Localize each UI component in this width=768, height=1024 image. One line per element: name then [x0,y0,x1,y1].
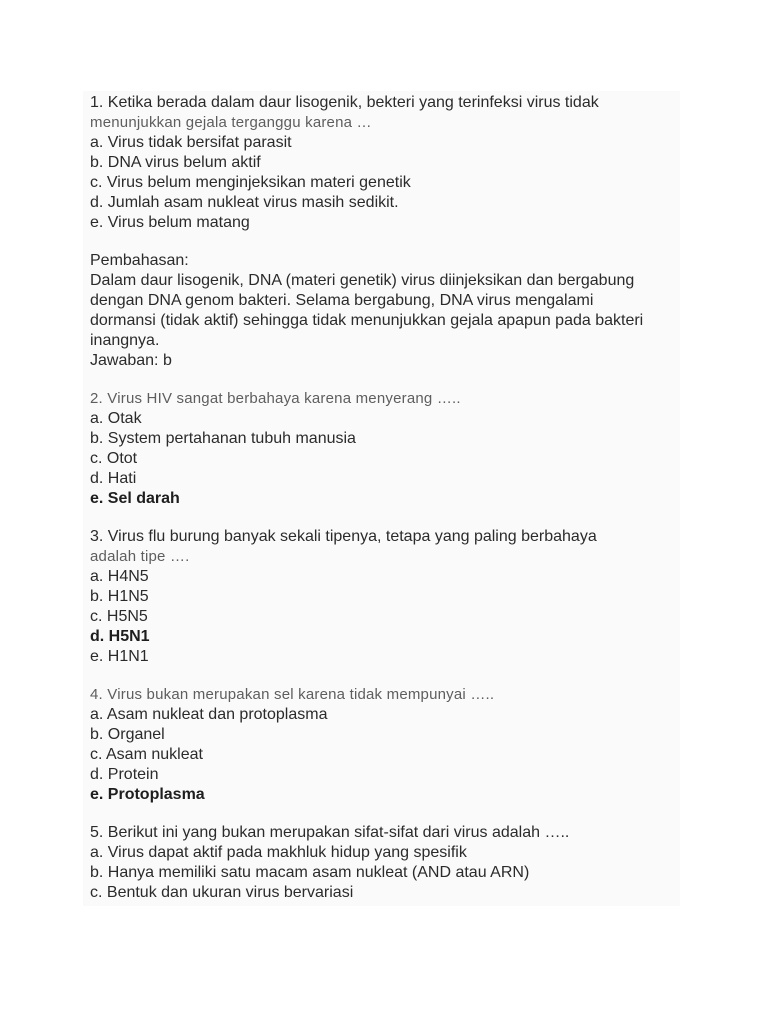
spacer [90,667,680,685]
question-2-text-line-1: 2. Virus HIV sangat berbahaya karena menyerang ….. [90,390,461,407]
question-3-option-d: d. H5N1 [90,628,150,645]
explanation-line-2: dengan DNA genom bakteri. Selama bergabung, DNA virus mengalami [90,292,594,309]
question-1 [90,93,680,233]
question-1-option-a: a. Virus tidak bersifat parasit [90,134,292,151]
explanation-line-4: inangnya. [90,332,160,349]
question-3-text-line-1: 3. Virus flu burung banyak sekali tipenya, tetapa yang paling berbahaya [90,528,597,545]
question-5-option-a: a. Virus dapat aktif pada makhluk hidup yang spesifik [90,844,467,861]
question-4-option-a: a. Asam nukleat dan protoplasma [90,706,328,723]
question-2-option-b: b. System pertahanan tubuh manusia [90,430,356,447]
spacer [90,371,680,389]
question-1-option-e: e. Virus belum matang [90,214,250,231]
question-1-text-line-1: 1. Ketika berada dalam daur lisogenik, bekteri yang terinfeksi virus tidak [90,94,599,111]
question-2 [90,389,680,509]
spacer [90,805,680,823]
question-1-option-b: b. DNA virus belum aktif [90,154,261,171]
question-3-option-e: e. H1N1 [90,648,149,665]
question-4-option-e: e. Protoplasma [90,786,205,803]
explanation-heading: Pembahasan: [90,252,189,269]
question-1-explanation [90,251,680,371]
question-2-option-d: d. Hati [90,470,137,487]
question-5 [90,823,680,903]
question-2-option-e: e. Sel darah [90,490,180,507]
explanation-line-1: Dalam daur lisogenik, DNA (materi genetik) virus diinjeksikan dan bergabung [90,272,635,289]
question-1-text-line-2: menunjukkan gejala terganggu karena … [90,114,372,131]
spacer [90,233,680,251]
question-1-option-c: c. Virus belum menginjeksikan materi genetik [90,174,411,191]
question-5-text-line-1: 5. Berikut ini yang bukan merupakan sifat-sifat dari virus adalah ….. [90,824,570,841]
question-4-text-line-1: 4. Virus bukan merupakan sel karena tidak mempunyai ….. [90,686,495,703]
question-3-text-line-2: adalah tipe …. [90,548,190,565]
question-4-option-b: b. Organel [90,726,165,743]
question-5-option-c: c. Bentuk dan ukuran virus bervariasi [90,884,354,901]
question-1-option-d: d. Jumlah asam nukleat virus masih sedikit. [90,194,399,211]
question-3-option-b: b. H1N5 [90,588,149,605]
question-2-option-c: c. Otot [90,450,138,467]
question-2-option-a: a. Otak [90,410,142,427]
question-4 [90,685,680,805]
question-3-option-a: a. H4N5 [90,568,149,585]
spacer [90,509,680,527]
document-content [90,93,680,903]
question-5-option-b: b. Hanya memiliki satu macam asam nukleat (AND atau ARN) [90,864,530,881]
question-3 [90,527,680,667]
explanation-line-3: dormansi (tidak aktif) sehingga tidak menunjukkan gejala apapun pada bakteri [90,312,644,329]
explanation-answer: Jawaban: b [90,352,172,369]
question-4-option-d: d. Protein [90,766,159,783]
question-4-option-c: c. Asam nukleat [90,746,203,763]
question-3-option-c: c. H5N5 [90,608,148,625]
